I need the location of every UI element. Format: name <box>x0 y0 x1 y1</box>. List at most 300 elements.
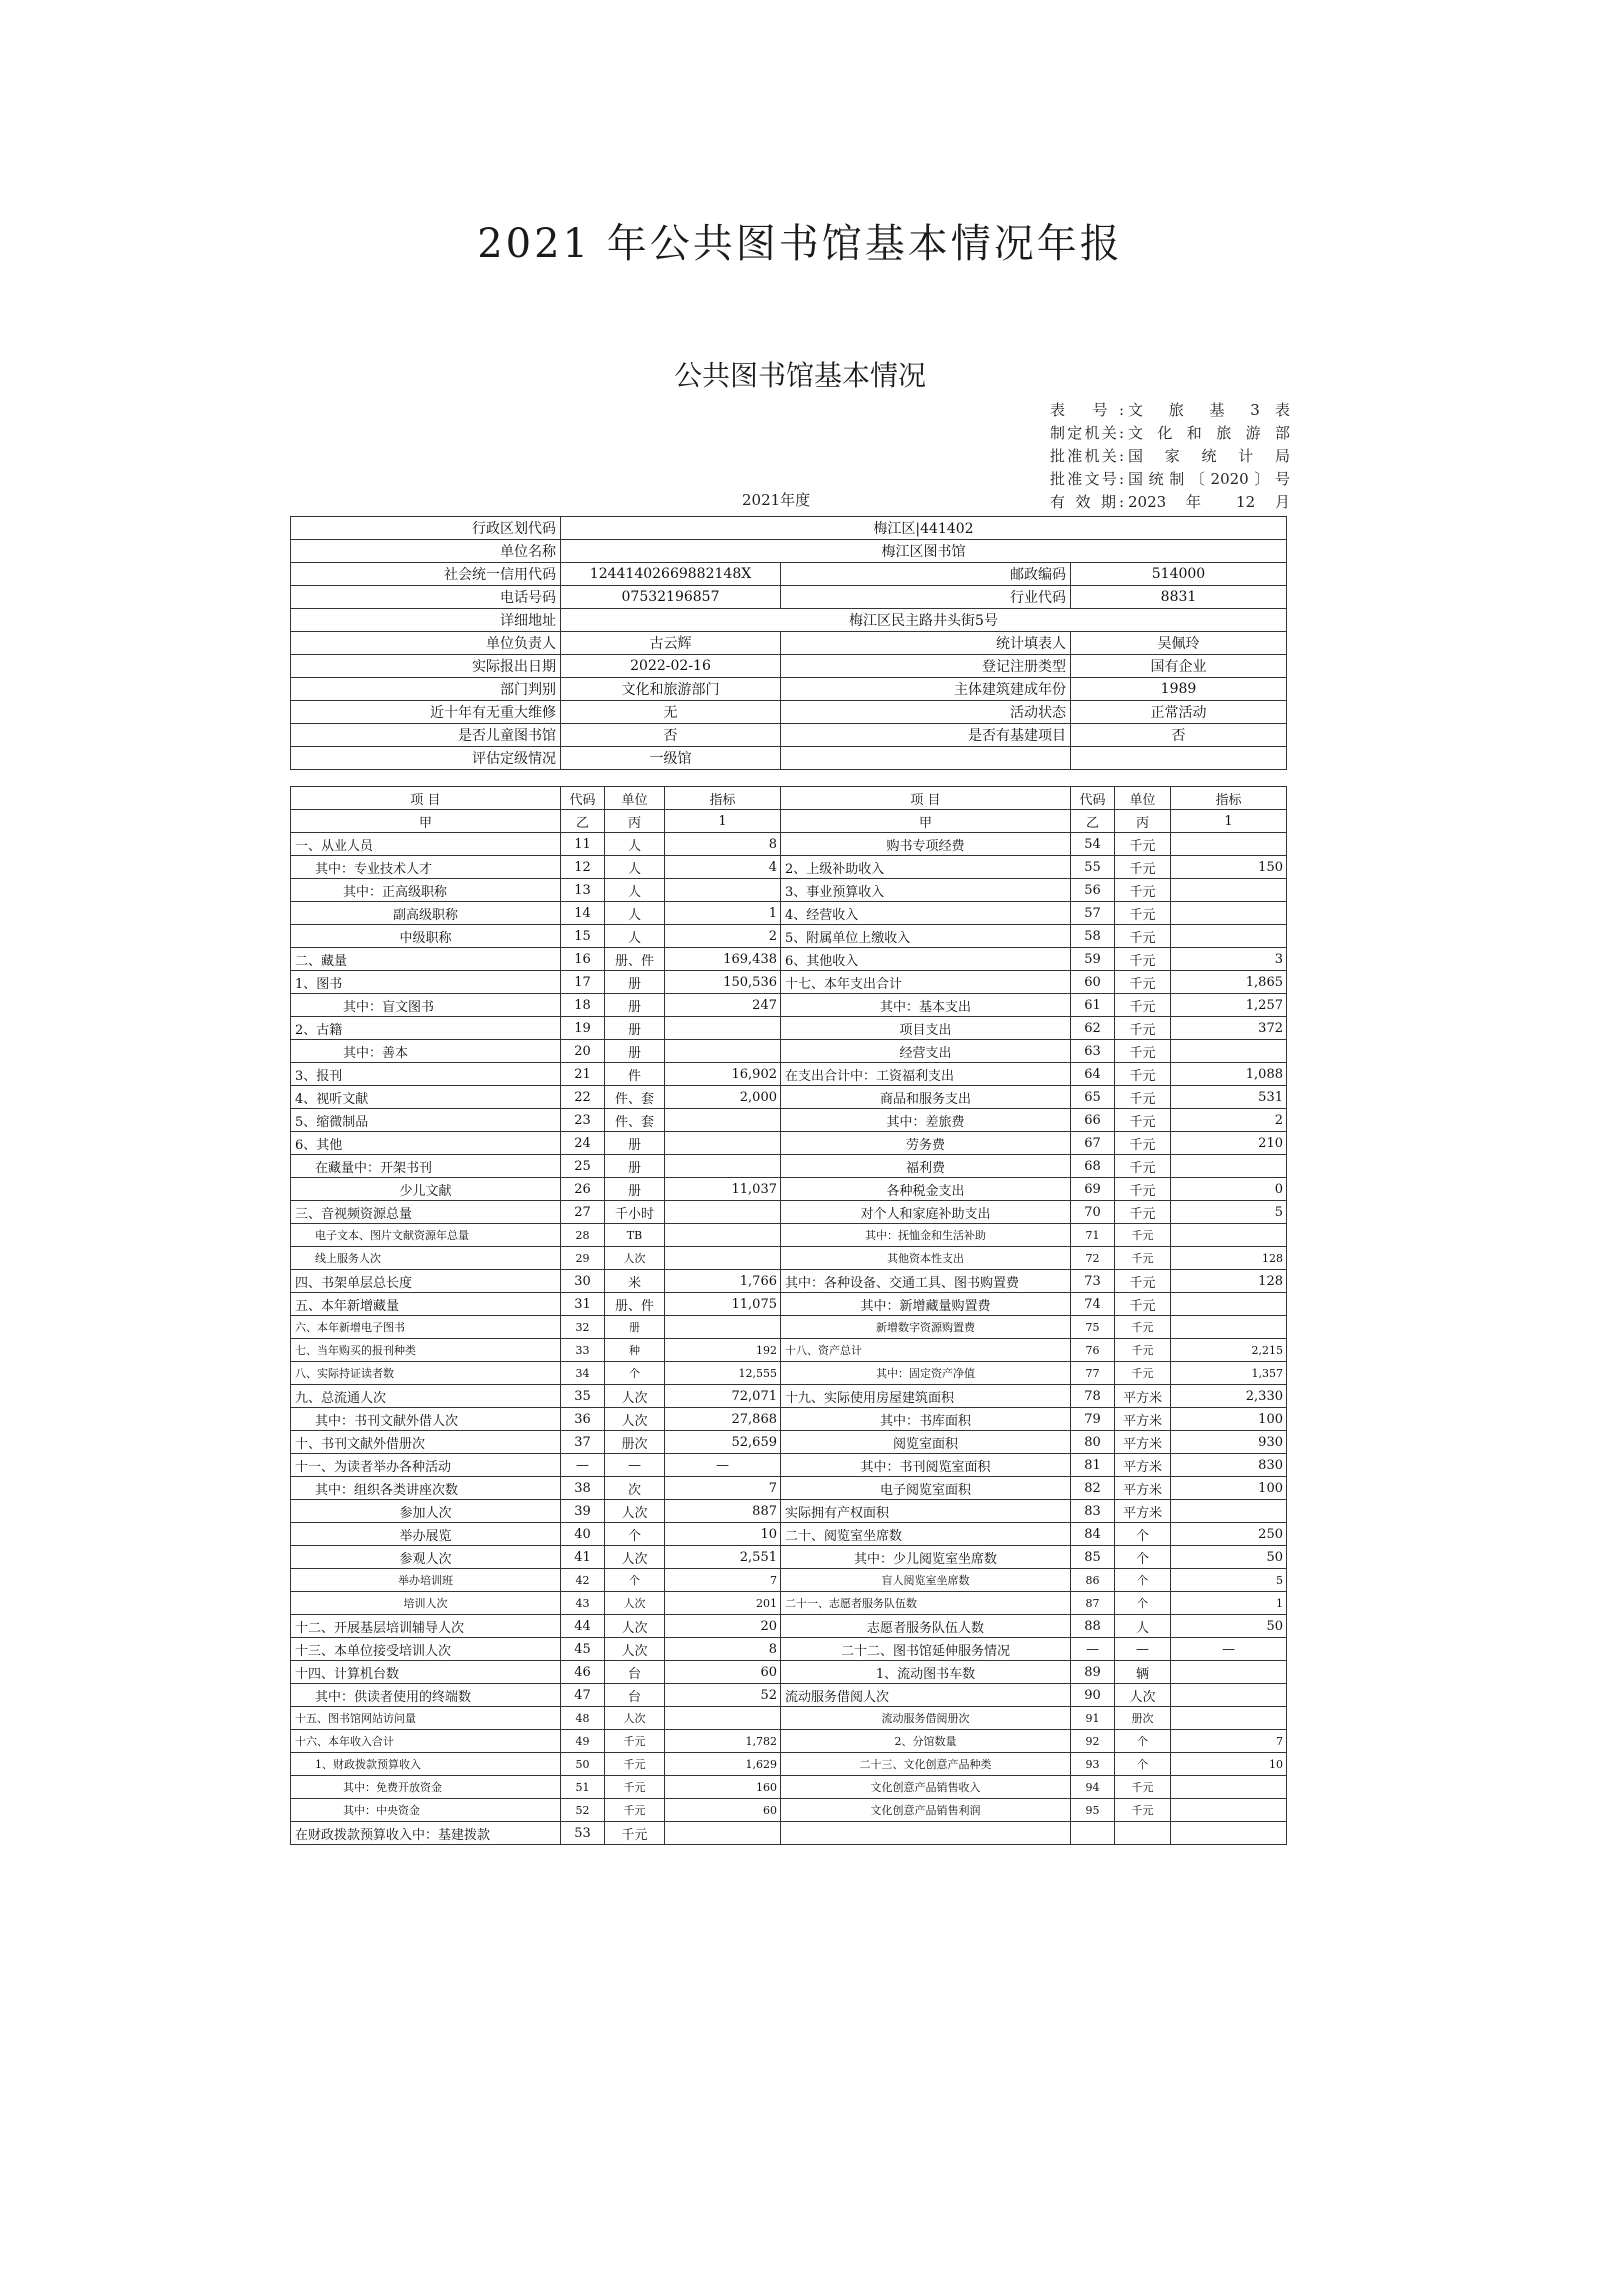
item-value: 20 <box>665 1615 781 1638</box>
item-name: 盲人阅览室坐席数 <box>781 1569 1071 1592</box>
built-year-label: 主体建筑建成年份 <box>781 678 1071 701</box>
item-value: 5 <box>1171 1569 1287 1592</box>
item-unit: 个 <box>1115 1523 1171 1546</box>
activity-status-value: 正常活动 <box>1071 701 1287 724</box>
table-row <box>291 1109 1287 1132</box>
item-unit: 人次 <box>605 1500 665 1523</box>
item-name: 其中：组织各类讲座次数 <box>291 1477 561 1500</box>
item-value <box>665 1707 781 1730</box>
region-code-value: 梅江区|441402 <box>561 517 1287 540</box>
item-value: 4 <box>665 856 781 879</box>
item-value: — <box>665 1454 781 1477</box>
item-code: 75 <box>1071 1316 1115 1339</box>
table-row <box>291 655 1287 678</box>
item-name: 3、报刊 <box>291 1063 561 1086</box>
item-value: 8 <box>665 1638 781 1661</box>
item-unit: 人次 <box>605 1385 665 1408</box>
item-name: 其他资本性支出 <box>781 1247 1071 1270</box>
item-code: 47 <box>561 1684 605 1707</box>
item-name: 劳务费 <box>781 1132 1071 1155</box>
item-name: 实际拥有产权面积 <box>781 1500 1071 1523</box>
registration-type-value: 国有企业 <box>1071 655 1287 678</box>
item-code: 14 <box>561 902 605 925</box>
item-unit: 千元 <box>605 1753 665 1776</box>
column-header-unit: 单位 <box>605 787 665 810</box>
item-value: 100 <box>1171 1477 1287 1500</box>
registration-type-label: 登记注册类型 <box>781 655 1071 678</box>
item-name: 副高级职称 <box>291 902 561 925</box>
column-header-row <box>291 787 1287 810</box>
meta-row: 批准机关: 国 家 统 计 局 <box>1050 447 1290 465</box>
item-value: 12,555 <box>665 1362 781 1385</box>
item-code: 19 <box>561 1017 605 1040</box>
item-code: 48 <box>561 1707 605 1730</box>
table-row <box>291 1247 1287 1270</box>
table-row <box>291 1661 1287 1684</box>
construction-project-value: 否 <box>1071 724 1287 747</box>
unit-head-label: 单位负责人 <box>291 632 561 655</box>
repair-label: 近十年有无重大维修 <box>291 701 561 724</box>
item-value: 1,782 <box>665 1730 781 1753</box>
table-row <box>291 586 1287 609</box>
table-row <box>291 1155 1287 1178</box>
subheader-unit: 丙 <box>605 810 665 833</box>
item-name: 少儿文献 <box>291 1178 561 1201</box>
item-code: 42 <box>561 1569 605 1592</box>
item-unit: 个 <box>1115 1546 1171 1569</box>
item-code: 16 <box>561 948 605 971</box>
item-value: 247 <box>665 994 781 1017</box>
item-value: 250 <box>1171 1523 1287 1546</box>
table-row <box>291 724 1287 747</box>
item-value: 50 <box>1171 1546 1287 1569</box>
address-label: 详细地址 <box>291 609 561 632</box>
item-code: 58 <box>1071 925 1115 948</box>
department-label: 部门判别 <box>291 678 561 701</box>
item-code: 56 <box>1071 879 1115 902</box>
item-name: 七、当年购买的报刊种类 <box>291 1339 561 1362</box>
item-name: 项目支出 <box>781 1017 1071 1040</box>
item-value: 11,075 <box>665 1293 781 1316</box>
item-unit: 台 <box>605 1684 665 1707</box>
item-code: 33 <box>561 1339 605 1362</box>
item-code: 92 <box>1071 1730 1115 1753</box>
item-name: 线上服务人次 <box>291 1247 561 1270</box>
item-name: 流动服务借阅册次 <box>781 1707 1071 1730</box>
item-value: 8 <box>665 833 781 856</box>
table-row <box>291 1040 1287 1063</box>
item-name: 二、藏量 <box>291 948 561 971</box>
item-value: 72,071 <box>665 1385 781 1408</box>
subheader-code: 乙 <box>1071 810 1115 833</box>
item-value <box>665 1201 781 1224</box>
children-library-value: 否 <box>561 724 781 747</box>
item-code: 50 <box>561 1753 605 1776</box>
item-name: 文化创意产品销售利润 <box>781 1799 1071 1822</box>
item-code: 71 <box>1071 1224 1115 1247</box>
item-code: 86 <box>1071 1569 1115 1592</box>
repair-value: 无 <box>561 701 781 724</box>
item-value <box>1171 1040 1287 1063</box>
item-unit: 个 <box>605 1523 665 1546</box>
item-unit: 千元 <box>1115 1178 1171 1201</box>
table-row <box>291 1638 1287 1661</box>
subheader-item: 甲 <box>781 810 1071 833</box>
item-unit: 件、套 <box>605 1086 665 1109</box>
address-value: 梅江区民主路井头街5号 <box>561 609 1287 632</box>
form-meta <box>1050 399 1290 514</box>
table-row <box>291 1086 1287 1109</box>
table-row <box>291 1293 1287 1316</box>
item-value: 10 <box>665 1523 781 1546</box>
item-code: 37 <box>561 1431 605 1454</box>
item-unit: 平方米 <box>1115 1477 1171 1500</box>
report-date-value: 2022-02-16 <box>561 655 781 678</box>
item-name: 4、经营收入 <box>781 902 1071 925</box>
item-name: 各种税金支出 <box>781 1178 1071 1201</box>
item-unit: 千元 <box>1115 1132 1171 1155</box>
form-subtitle: 公共图书馆基本情况 <box>673 359 926 392</box>
item-name: 举办培训班 <box>291 1569 561 1592</box>
item-unit: 平方米 <box>1115 1500 1171 1523</box>
table-row <box>291 1822 1287 1845</box>
item-code: 63 <box>1071 1040 1115 1063</box>
table-row <box>291 856 1287 879</box>
table-row <box>291 1224 1287 1247</box>
item-name: 九、总流通人次 <box>291 1385 561 1408</box>
table-row <box>291 1500 1287 1523</box>
item-code: — <box>561 1454 605 1477</box>
item-unit: 千元 <box>1115 1224 1171 1247</box>
table-row <box>291 1063 1287 1086</box>
item-unit: 人次 <box>605 1638 665 1661</box>
credit-code-label: 社会统一信用代码 <box>291 563 561 586</box>
column-header-item: 项 目 <box>781 787 1071 810</box>
item-code: 22 <box>561 1086 605 1109</box>
item-code: 11 <box>561 833 605 856</box>
item-value: 50 <box>1171 1615 1287 1638</box>
item-code: 82 <box>1071 1477 1115 1500</box>
item-name: 购书专项经费 <box>781 833 1071 856</box>
item-unit: 册 <box>605 1155 665 1178</box>
item-value <box>1171 1316 1287 1339</box>
item-unit: 人 <box>1115 1615 1171 1638</box>
item-value <box>1171 1224 1287 1247</box>
item-code: 46 <box>561 1661 605 1684</box>
item-unit: 千小时 <box>605 1201 665 1224</box>
item-name: 电子文本、图片文献资源年总量 <box>291 1224 561 1247</box>
item-code: 43 <box>561 1592 605 1615</box>
item-unit: 人次 <box>605 1546 665 1569</box>
item-value <box>665 1132 781 1155</box>
table-row <box>291 971 1287 994</box>
item-name: 2、古籍 <box>291 1017 561 1040</box>
item-name: 十四、计算机台数 <box>291 1661 561 1684</box>
item-code: 79 <box>1071 1408 1115 1431</box>
item-code: 65 <box>1071 1086 1115 1109</box>
item-unit: 平方米 <box>1115 1408 1171 1431</box>
item-value <box>1171 925 1287 948</box>
item-unit: 人次 <box>605 1707 665 1730</box>
column-header-value: 指标 <box>1171 787 1287 810</box>
item-value: 192 <box>665 1339 781 1362</box>
item-code: 87 <box>1071 1592 1115 1615</box>
item-unit: 千元 <box>1115 994 1171 1017</box>
item-unit: 册次 <box>1115 1707 1171 1730</box>
item-name: 参观人次 <box>291 1546 561 1569</box>
item-value: 3 <box>1171 948 1287 971</box>
table-row <box>291 609 1287 632</box>
column-header-code: 代码 <box>561 787 605 810</box>
grade-label: 评估定级情况 <box>291 747 561 770</box>
item-unit: 千元 <box>1115 925 1171 948</box>
item-name: 3、事业预算收入 <box>781 879 1071 902</box>
department-value: 文化和旅游部门 <box>561 678 781 701</box>
item-name: 1、流动图书车数 <box>781 1661 1071 1684</box>
item-value: 169,438 <box>665 948 781 971</box>
item-code: 78 <box>1071 1385 1115 1408</box>
item-unit: 千元 <box>1115 948 1171 971</box>
report-date-label: 实际报出日期 <box>291 655 561 678</box>
item-code: 34 <box>561 1362 605 1385</box>
item-value <box>1171 1661 1287 1684</box>
item-code: 72 <box>1071 1247 1115 1270</box>
item-value: 52,659 <box>665 1431 781 1454</box>
item-name: 2、上级补助收入 <box>781 856 1071 879</box>
item-code: 76 <box>1071 1339 1115 1362</box>
item-unit: 册 <box>605 1040 665 1063</box>
item-code: 39 <box>561 1500 605 1523</box>
item-value: 150,536 <box>665 971 781 994</box>
item-unit: 个 <box>605 1569 665 1592</box>
item-unit: 千元 <box>1115 1293 1171 1316</box>
item-code: 38 <box>561 1477 605 1500</box>
item-unit: 千元 <box>1115 1316 1171 1339</box>
item-unit: 人 <box>605 879 665 902</box>
item-code: 28 <box>561 1224 605 1247</box>
item-name: 在藏量中：开架书刊 <box>291 1155 561 1178</box>
unit-info-table <box>290 516 1287 770</box>
table-row <box>291 879 1287 902</box>
column-header-item: 项 目 <box>291 787 561 810</box>
item-unit: 台 <box>605 1661 665 1684</box>
item-code: 40 <box>561 1523 605 1546</box>
item-unit: 千元 <box>1115 879 1171 902</box>
item-unit: 人 <box>605 856 665 879</box>
item-name: 中级职称 <box>291 925 561 948</box>
item-unit: — <box>605 1454 665 1477</box>
item-code: 57 <box>1071 902 1115 925</box>
item-unit: 千元 <box>605 1822 665 1845</box>
item-value: 5 <box>1171 1201 1287 1224</box>
item-code: 20 <box>561 1040 605 1063</box>
item-value: 830 <box>1171 1454 1287 1477</box>
item-name: 十三、本单位接受培训人次 <box>291 1638 561 1661</box>
item-unit: 千元 <box>1115 902 1171 925</box>
item-name: 其中：书库面积 <box>781 1408 1071 1431</box>
item-value: 1,865 <box>1171 971 1287 994</box>
item-name: 参加人次 <box>291 1500 561 1523</box>
table-row <box>291 632 1287 655</box>
filler-label: 统计填表人 <box>781 632 1071 655</box>
item-code: 45 <box>561 1638 605 1661</box>
item-unit: 千元 <box>1115 1362 1171 1385</box>
item-name: 在支出合计中：工资福利支出 <box>781 1063 1071 1086</box>
item-value <box>1171 1293 1287 1316</box>
item-value: 7 <box>1171 1730 1287 1753</box>
item-value: 0 <box>1171 1178 1287 1201</box>
item-name: 在财政拨款预算收入中：基建拨款 <box>291 1822 561 1845</box>
postal-code-value: 514000 <box>1071 563 1287 586</box>
construction-project-label: 是否有基建项目 <box>781 724 1071 747</box>
item-unit: 千元 <box>605 1776 665 1799</box>
item-value: 11,037 <box>665 1178 781 1201</box>
item-code: 89 <box>1071 1661 1115 1684</box>
item-name: 新增数字资源购置费 <box>781 1316 1071 1339</box>
item-name: 十、书刊文献外借册次 <box>291 1431 561 1454</box>
item-name: 十九、实际使用房屋建筑面积 <box>781 1385 1071 1408</box>
item-name: 八、实际持证读者数 <box>291 1362 561 1385</box>
item-value: 128 <box>1171 1270 1287 1293</box>
item-value <box>1171 902 1287 925</box>
subheader-item: 甲 <box>291 810 561 833</box>
table-row <box>291 563 1287 586</box>
item-value <box>665 1316 781 1339</box>
item-value <box>1171 1155 1287 1178</box>
item-code: 17 <box>561 971 605 994</box>
table-row <box>291 1132 1287 1155</box>
item-name: 志愿者服务队伍人数 <box>781 1615 1071 1638</box>
item-name: 其中：差旅费 <box>781 1109 1071 1132</box>
item-code: 54 <box>1071 833 1115 856</box>
table-row <box>291 1730 1287 1753</box>
item-name: 培训人次 <box>291 1592 561 1615</box>
item-value: 160 <box>665 1776 781 1799</box>
item-unit: 册次 <box>605 1431 665 1454</box>
item-name: 阅览室面积 <box>781 1431 1071 1454</box>
item-name: 其中：免费开放资金 <box>291 1776 561 1799</box>
table-row <box>291 1684 1287 1707</box>
page-title: 2021 年公共图书馆基本情况年报 <box>477 221 1123 267</box>
table-row <box>291 1592 1287 1615</box>
item-code: 13 <box>561 879 605 902</box>
unit-name-label: 单位名称 <box>291 540 561 563</box>
item-unit: 人次 <box>605 1592 665 1615</box>
item-name: 其中：各种设备、交通工具、图书购置费 <box>781 1270 1071 1293</box>
item-code: 52 <box>561 1799 605 1822</box>
table-row <box>291 540 1287 563</box>
item-name: 电子阅览室面积 <box>781 1477 1071 1500</box>
item-unit: 人次 <box>605 1247 665 1270</box>
table-row <box>291 1707 1287 1730</box>
item-unit: 册、件 <box>605 1293 665 1316</box>
item-unit: 千元 <box>1115 856 1171 879</box>
item-unit: 千元 <box>1115 1799 1171 1822</box>
item-code: 32 <box>561 1316 605 1339</box>
item-unit: 千元 <box>1115 1270 1171 1293</box>
item-value: 887 <box>665 1500 781 1523</box>
item-value <box>665 1040 781 1063</box>
item-value: 1,629 <box>665 1753 781 1776</box>
item-value: 1,257 <box>1171 994 1287 1017</box>
region-code-label: 行政区划代码 <box>291 517 561 540</box>
table-row <box>291 948 1287 971</box>
table-row <box>291 1431 1287 1454</box>
phone-value: 07532196857 <box>561 586 781 609</box>
item-name: 其中：善本 <box>291 1040 561 1063</box>
item-value: 128 <box>1171 1247 1287 1270</box>
item-value: 201 <box>665 1592 781 1615</box>
table-row <box>291 1362 1287 1385</box>
item-value: 2,330 <box>1171 1385 1287 1408</box>
item-name: 6、其他 <box>291 1132 561 1155</box>
unit-name-value: 梅江区图书馆 <box>561 540 1287 563</box>
item-name: 流动服务借阅人次 <box>781 1684 1071 1707</box>
item-value: 7 <box>665 1569 781 1592</box>
item-code: 49 <box>561 1730 605 1753</box>
item-value: 372 <box>1171 1017 1287 1040</box>
table-row <box>291 1017 1287 1040</box>
postal-code-label: 邮政编码 <box>781 563 1071 586</box>
item-value <box>1171 1776 1287 1799</box>
item-value: 210 <box>1171 1132 1287 1155</box>
item-name: 4、视听文献 <box>291 1086 561 1109</box>
item-unit: TB <box>605 1224 665 1247</box>
item-value: 1 <box>665 902 781 925</box>
item-value: 60 <box>665 1799 781 1822</box>
item-code: 68 <box>1071 1155 1115 1178</box>
item-unit: 册 <box>605 994 665 1017</box>
item-value <box>1171 1707 1287 1730</box>
item-name: 二十一、志愿者服务队伍数 <box>781 1592 1071 1615</box>
item-code: 55 <box>1071 856 1115 879</box>
table-row <box>291 517 1287 540</box>
item-name: 福利费 <box>781 1155 1071 1178</box>
item-code: 80 <box>1071 1431 1115 1454</box>
item-unit: 人次 <box>605 1615 665 1638</box>
item-code: 44 <box>561 1615 605 1638</box>
item-unit: 千元 <box>1115 1776 1171 1799</box>
item-name: 其中：书刊文献外借人次 <box>291 1408 561 1431</box>
activity-status-label: 活动状态 <box>781 701 1071 724</box>
item-unit: 件、套 <box>605 1109 665 1132</box>
item-value <box>1171 1799 1287 1822</box>
item-value <box>665 879 781 902</box>
item-unit: 千元 <box>1115 1201 1171 1224</box>
item-code: 90 <box>1071 1684 1115 1707</box>
item-name: 1、图书 <box>291 971 561 994</box>
item-name: 十二、开展基层培训辅导人次 <box>291 1615 561 1638</box>
item-unit: 人次 <box>605 1408 665 1431</box>
item-unit: 人次 <box>1115 1684 1171 1707</box>
table-row <box>291 1753 1287 1776</box>
item-code: 69 <box>1071 1178 1115 1201</box>
subheader-unit: 丙 <box>1115 810 1171 833</box>
item-name: 其中：盲文图书 <box>291 994 561 1017</box>
item-value: 531 <box>1171 1086 1287 1109</box>
item-unit: 千元 <box>1115 1155 1171 1178</box>
item-name: 对个人和家庭补助支出 <box>781 1201 1071 1224</box>
meta-row: 制定机关: 文化和旅游部 <box>1050 424 1290 442</box>
item-unit: 千元 <box>1115 1086 1171 1109</box>
item-code: 35 <box>561 1385 605 1408</box>
built-year-value: 1989 <box>1071 678 1287 701</box>
item-code: 85 <box>1071 1546 1115 1569</box>
item-name: 其中：抚恤金和生活补助 <box>781 1224 1071 1247</box>
item-name: 三、音视频资源总量 <box>291 1201 561 1224</box>
meta-row: 表 号: 文 旅 基 3 表 <box>1050 401 1290 419</box>
item-name: 6、其他收入 <box>781 948 1071 971</box>
